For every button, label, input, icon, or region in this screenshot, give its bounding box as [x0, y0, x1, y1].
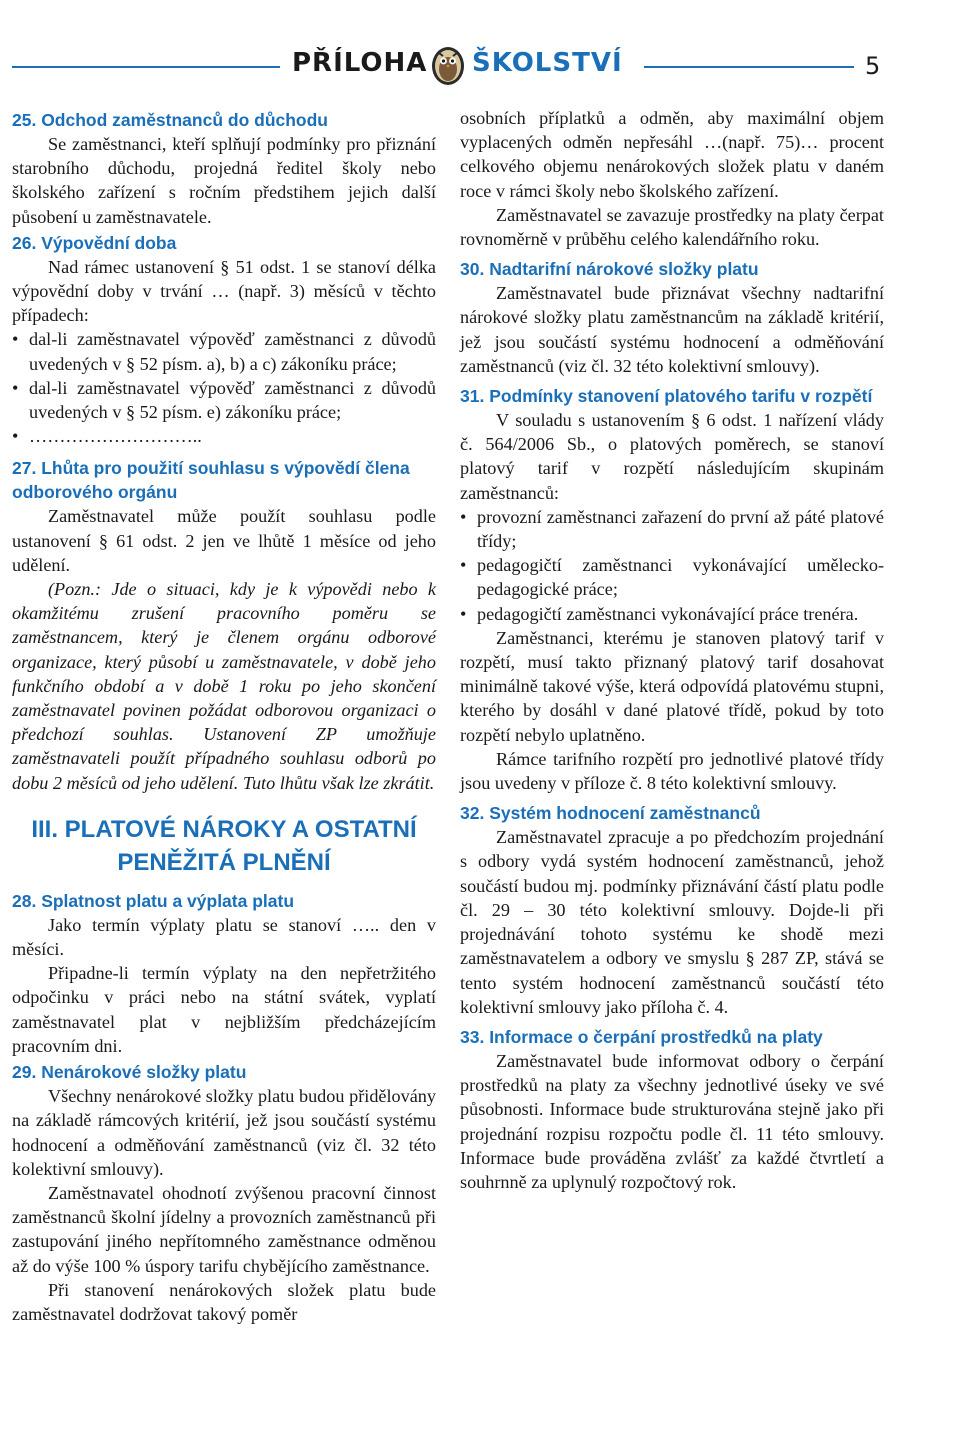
section-29-text-2: Zaměstnavatel ohodnotí zvýšenou pracovní činnost zaměstnanců školní jídelny a provozních zaměstnanců při zastupování jiného nepřítomného zaměstnance odměnou až do výše 100 % úspory tarifu chybějícího zaměstnance. [12, 1182, 436, 1276]
chapter-heading [12, 813, 436, 879]
list-item: • ……………………….. [12, 424, 436, 448]
right-column [460, 106, 884, 1194]
chapter-heading-line2: PENĚŽITÁ PLNĚNÍ [117, 848, 331, 876]
chapter-heading-line1: III. PLATOVÉ NÁROKY A OSTATNÍ [31, 815, 417, 843]
section-31-text-1: V souladu s ustanovením § 6 odst. 1 nařízení vlády č. 564/2006 Sb., o platových poměrech, se stanoví platový tarif v rozpětí následujícím skupinám zaměstnanců: [460, 410, 884, 503]
section-25-title: 25. Odchod zaměstnanců do důchodu [12, 110, 328, 130]
header-brand-right: ŠKOLSTVÍ [472, 48, 623, 78]
section-26-title: 26. Výpovědní doba [12, 232, 177, 253]
section-31-bullets [460, 505, 884, 626]
section-32-text: Zaměstnavatel zpracuje a po předchozím projednání s odbory vydá systém hodnocení zaměstnanců, jehož součástí budou mj. podmínky přiznávání částí platu podle čl. 29 – 30 této kolektivní smlouvy. Dojde-li při projednávání tohoto systému ke shodě mezi zaměstnavatelem a odbory ve smyslu § 287 ZP, stává se tento systém hodnocení zaměstnanců součástí této kolektivní smlouvy jako příloha č. 4. [460, 827, 884, 1017]
section-26-text: Nad rámec ustanovení § 51 odst. 1 se stanoví délka výpovědní doby v trvání … (např. 3) měsíců v těchto případech: [12, 256, 436, 326]
list-item: • pedagogičtí zaměstnanci vykonávající umělecko-pedagogické práce; [460, 553, 884, 601]
section-32-title: 32. Systém hodnocení zaměstnanců [460, 803, 761, 824]
section-33-text: Zaměstnavatel bude informovat odbory o čerpání prostředků na platy za všechny jednotlivé úseky ve své působnosti. Informace bude strukturována stejně jako při projednání rozpisu rozpočtu podle čl. 11 této smlouvy. Informace bude prováděna zvlášť za každé čtvrtletí a souhrnně za uplynulý rozpočtový rok. [460, 1050, 884, 1192]
section-29-title: 29. Nenárokové složky platu [12, 1062, 247, 1083]
section-29-continued-1: osobních příplatků a odměn, aby maximální objem vyplacených odměn nepřesáhl …(např. 75)… procent celkového objemu nenárokových složek platu v daném roce v rámci školy nebo školského zařízení. [460, 108, 884, 201]
list-item: • pedagogičtí zaměstnanci vykonávající práce trenéra. [460, 602, 884, 626]
section-28-text-1: Jako termín výplaty platu se stanoví ….. den v měsíci. [12, 914, 436, 960]
section-25-text: Se zaměstnanci, kteří splňují podmínky pro přiznání starobního důchodu, projedná ředitel školy nebo školského zařízení s ročním předstihem jejich další působení u zaměstnavatele. [12, 134, 436, 227]
left-column [12, 106, 436, 1326]
page-header [12, 40, 942, 96]
section-28-title: 28. Splatnost platu a výplata platu [12, 890, 295, 911]
section-26-bullets [12, 327, 436, 448]
header-rule-right [644, 66, 854, 68]
list-item: • dal-li zaměstnavatel výpověď zaměstnanci z důvodů uvedených v § 52 písm. a), b) a c) zákoníku práce; [12, 327, 436, 375]
list-item: • dal-li zaměstnavatel výpověď zaměstnanci z důvodů uvedených v § 52 písm. e) zákoníku práce; [12, 376, 436, 424]
page-number: 5 [865, 52, 881, 80]
section-29-continued-2: Zaměstnavatel se zavazuje prostředky na platy čerpat rovnoměrně v průběhu celého kalendářního roku. [460, 204, 884, 250]
section-29-text-3: Při stanovení nenárokových složek platu bude zaměstnavatel dodržovat takový poměr [12, 1279, 436, 1324]
section-30-title: 30. Nadtarifní nárokové složky platu [460, 259, 759, 280]
list-item: • provozní zaměstnanci zařazení do první až páté platové třídy; [460, 505, 884, 553]
section-27-title: 27. Lhůta pro použití souhlasu s výpovědí člena odborového orgánu [12, 458, 410, 503]
owl-logo-icon [430, 44, 466, 86]
header-brand-left: PŘÍLOHA [292, 48, 428, 78]
section-30-text: Zaměstnavatel bude přiznávat všechny nadtarifní nárokové složky platu zaměstnancům na základě kritérií, jež jsou součástí systému hodnocení a odměňování zaměstnanců (viz čl. 32 této kolektivní smlouvy). [460, 283, 884, 376]
section-27-text: Zaměstnavatel může použít souhlasu podle ustanovení § 61 odst. 2 jen ve lhůtě 1 měsíce od jeho udělení. [12, 506, 436, 575]
header-rule-left [12, 66, 280, 68]
section-27-note: (Pozn.: Jde o situaci, kdy je k výpovědi nebo k okamžitému zrušení pracovního poměru se zaměstnancem, který je členem orgánu odborové organizace, který působí u zaměstnavatele, v době jeho funkčního období a v době 1 roku po jeho skončení zaměstnavatel povinen požádat odborovou organizaci o předchozí souhlas. Ustanovení ZP umožňuje zaměstnavateli použít případného souhlasu odborů po dobu 2 měsíců od jeho udělení. Tuto lhůtu však lze zkrátit. [12, 579, 436, 793]
section-29-text-1: Všechny nenárokové složky platu budou přidělovány na základě rámcových kritérií, jež jsou součástí systému hodnocení a odměňování zaměstnanců (viz čl. 32 této kolektivní smlouvy). [12, 1086, 436, 1179]
section-31-text-2: Zaměstnanci, kterému je stanoven platový tarif v rozpětí, musí takto přiznaný platový tarif dosahovat minimálně takové výše, která odpovídá platovému stupni, kterého by dosáhl v dané platové třídě, pokud by toto rozpětí nebylo uplatněno. [460, 627, 884, 745]
section-31-text-3: Rámce tarifního rozpětí pro jednotlivé platové třídy jsou uvedeny v příloze č. 8 této kolektivní smlouvy. [460, 748, 884, 794]
section-33-title: 33. Informace o čerpání prostředků na platy [460, 1026, 823, 1047]
section-28-text-2: Připadne-li termín výplaty na den nepřetržitého odpočinku v práci nebo na státní svátek, vyplatí zaměstnavatel plat v nejbližším předcházejícím pracovním dni. [12, 963, 436, 1056]
section-31-title: 31. Podmínky stanovení platového tarifu v rozpětí [460, 386, 873, 407]
